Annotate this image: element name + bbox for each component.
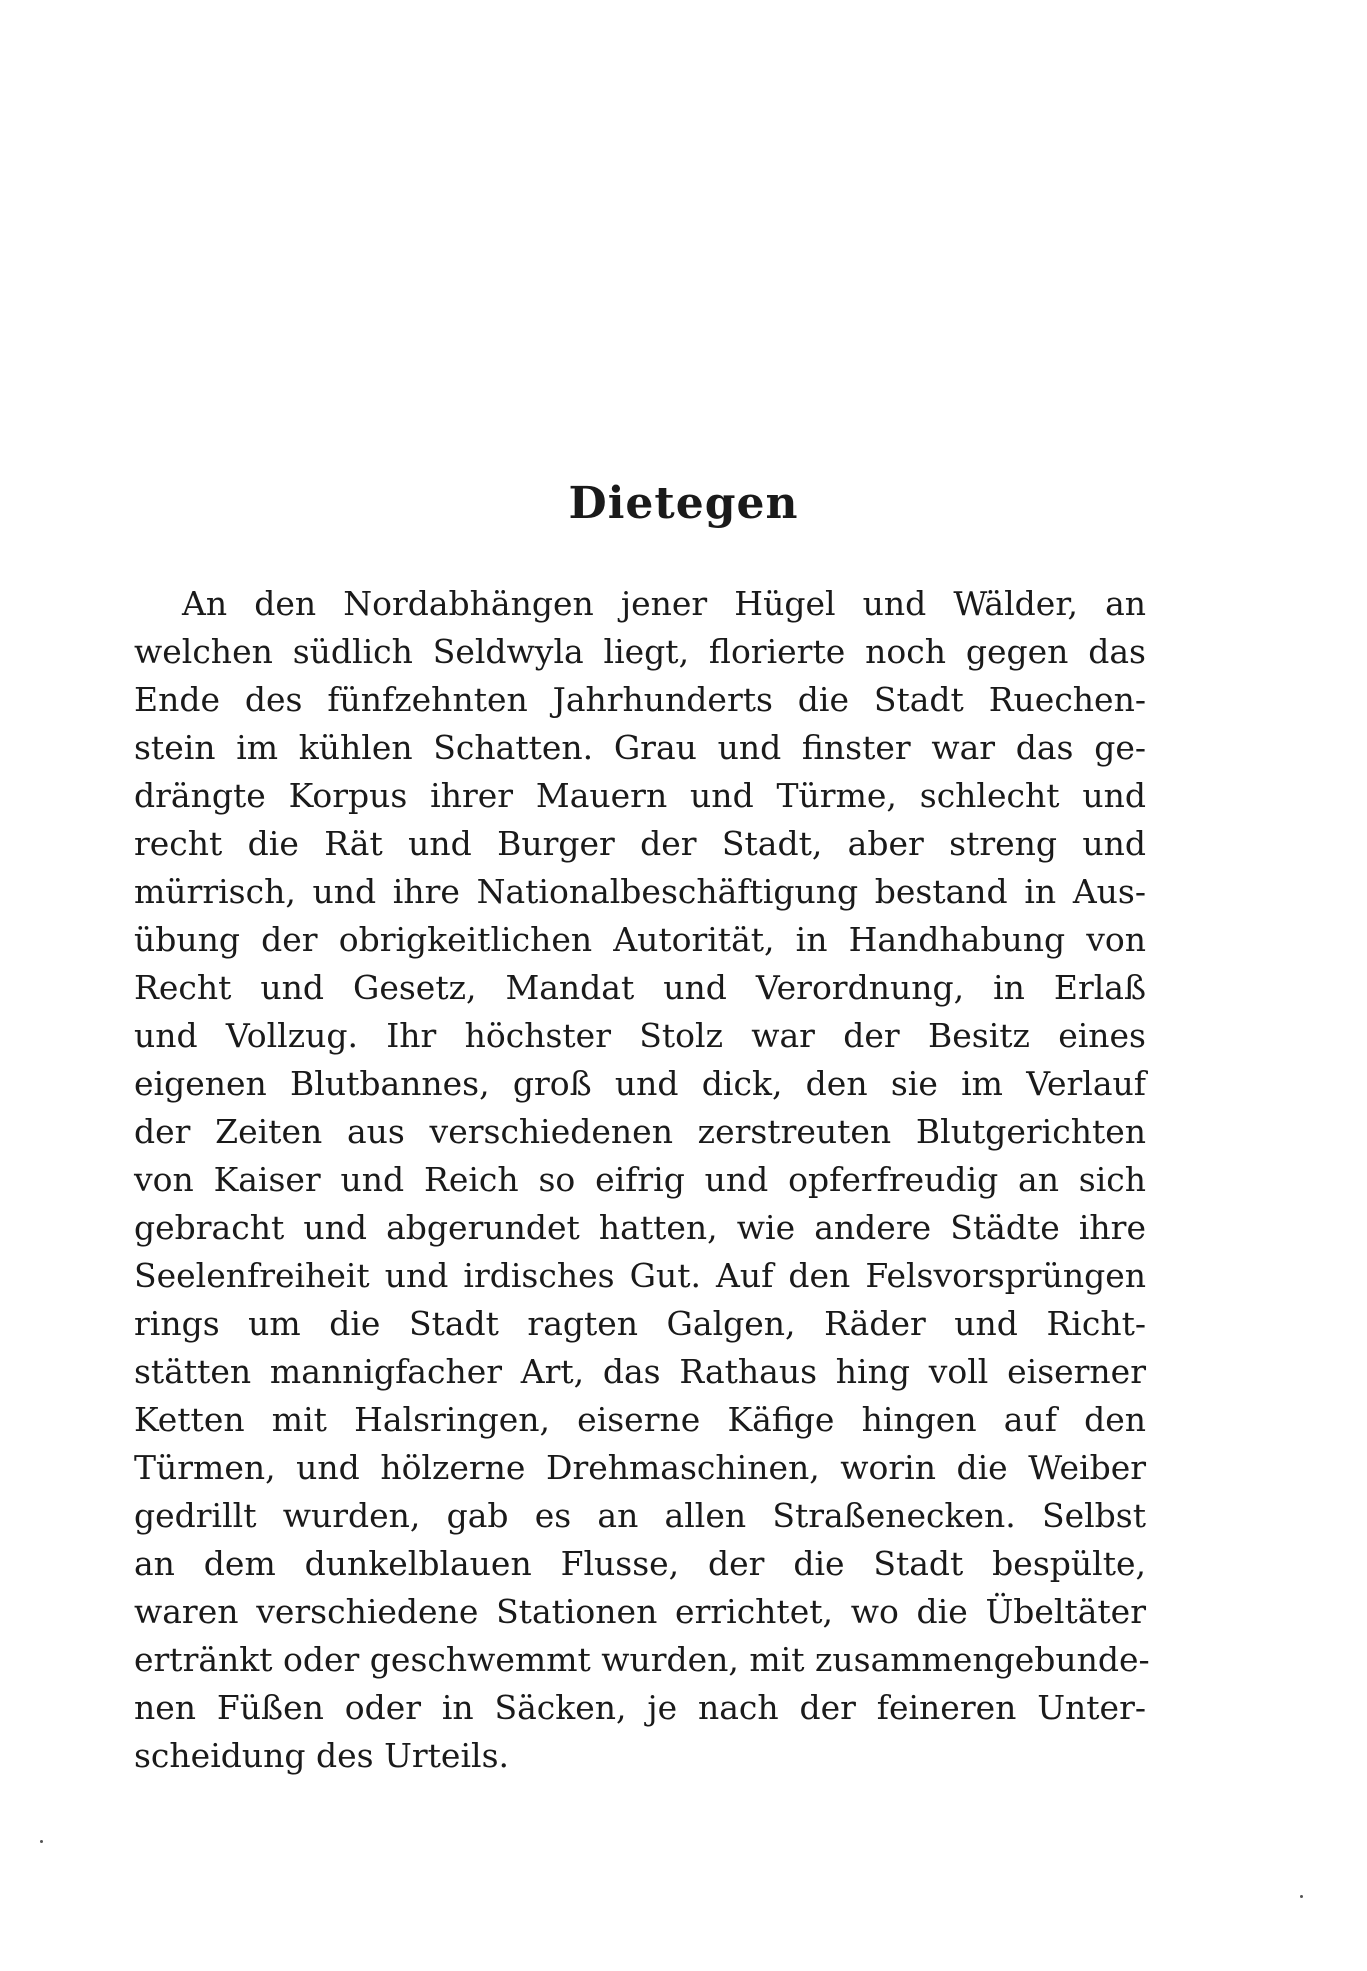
scan-speck	[40, 1840, 43, 1843]
text-line: recht die Rät und Burger der Stadt, aber streng und	[134, 824, 1146, 863]
text-line: eigenen Blutbannes, groß und dick, den sie im Verlauf	[134, 1064, 1146, 1103]
text-line: ertränkt oder geschwemmt wurden, mit zusammengebunde-	[134, 1640, 1150, 1679]
text-line: Recht und Gesetz, Mandat und Verordnung, in Erlaß	[134, 968, 1146, 1007]
text-line: gebracht und abgerundet hatten, wie andere Städte ihre	[134, 1208, 1146, 1247]
text-line: stätten mannigfacher Art, das Rathaus hing voll eiserner	[134, 1352, 1146, 1391]
text-line: waren verschiedene Stationen errichtet, wo die Übeltäter	[134, 1592, 1146, 1631]
text-line: rings um die Stadt ragten Galgen, Räder und Richt-	[134, 1304, 1146, 1343]
text-line: Ketten mit Halsringen, eiserne Käfige hingen auf den	[134, 1400, 1146, 1439]
chapter-title: Dietegen	[568, 478, 799, 529]
text-line: welchen südlich Seldwyla liegt, florierte noch gegen das	[134, 632, 1146, 671]
text-line: und Vollzug. Ihr höchster Stolz war der Besitz eines	[134, 1016, 1146, 1055]
text-line: an dem dunkelblauen Flusse, der die Stadt bespülte,	[134, 1544, 1146, 1583]
text-line: Seelenfreiheit und irdisches Gut. Auf den Felsvorsprüngen	[134, 1256, 1146, 1295]
text-line: gedrillt wurden, gab es an allen Straßenecken. Selbst	[134, 1496, 1146, 1535]
text-line: An den Nordabhängen jener Hügel und Wälder, an	[182, 584, 1146, 623]
text-line: Ende des fünfzehnten Jahrhunderts die Stadt Ruechen-	[134, 680, 1146, 719]
scan-speck	[1300, 1895, 1303, 1898]
text-line: Türmen, und hölzerne Drehmaschinen, worin die Weiber	[134, 1448, 1146, 1487]
text-line: der Zeiten aus verschiedenen zerstreuten Blutgerichten	[134, 1112, 1146, 1151]
text-line: übung der obrigkeitlichen Autorität, in Handhabung von	[134, 920, 1146, 959]
body-paragraph	[134, 580, 1150, 1780]
text-line: drängte Korpus ihrer Mauern und Türme, schlecht und	[134, 776, 1146, 815]
text-line: mürrisch, und ihre Nationalbeschäftigung bestand in Aus-	[134, 872, 1146, 911]
text-line: scheidung des Urteils.	[134, 1736, 509, 1775]
text-line: nen Füßen oder in Säcken, je nach der feineren Unter-	[134, 1688, 1146, 1727]
text-line: stein im kühlen Schatten. Grau und finster war das ge-	[134, 728, 1146, 767]
text-line: von Kaiser und Reich so eifrig und opferfreudig an sich	[134, 1160, 1146, 1199]
